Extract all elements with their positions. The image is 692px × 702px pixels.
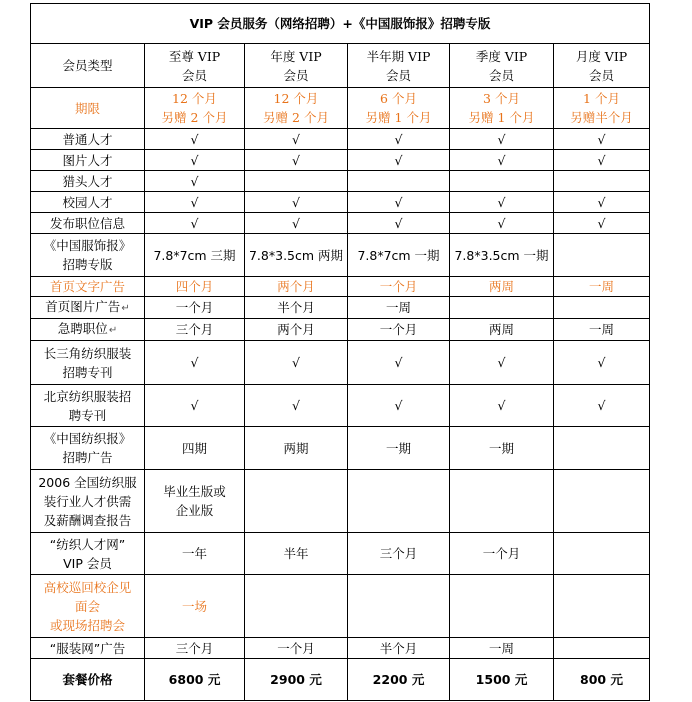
value-cell: 一年 <box>145 533 245 575</box>
value-cell: 四个月 <box>145 277 245 297</box>
table-row <box>31 213 650 234</box>
check-mark: √ <box>348 385 450 427</box>
value-cell: 一周 <box>348 297 450 319</box>
row-label: 2006 全国纺织服 装行业人才供需 及薪酬调查报告 <box>31 470 145 533</box>
empty-cell <box>245 470 348 533</box>
title-row <box>31 4 650 44</box>
table-row <box>31 638 650 659</box>
check-mark: √ <box>348 192 450 213</box>
check-mark: √ <box>145 192 245 213</box>
row-label: 猎头人才 <box>31 171 145 192</box>
empty-cell <box>245 575 348 638</box>
table-row <box>31 427 650 470</box>
row-label: 《中国服饰报》 招聘专版 <box>31 234 145 277</box>
paragraph-mark-icon: ↵ <box>121 303 130 314</box>
empty-cell <box>554 234 650 277</box>
row-label: 普通人才 <box>31 129 145 150</box>
period-cell: 12 个月 另赠 2 个月 <box>245 88 348 129</box>
table-row <box>31 533 650 575</box>
price-value: 800 元 <box>554 659 650 701</box>
value-cell: 7.8*3.5cm 两期 <box>245 234 348 277</box>
value-cell: 两个月 <box>245 277 348 297</box>
empty-cell <box>450 297 554 319</box>
row-label: 首页图片广告↵ <box>31 297 145 319</box>
check-mark: √ <box>245 192 348 213</box>
value-cell: 一周 <box>554 277 650 297</box>
tier-half-year: 半年期 VIP 会员 <box>348 44 450 88</box>
empty-cell <box>554 575 650 638</box>
value-cell: 四期 <box>145 427 245 470</box>
row-label: 校园人才 <box>31 192 145 213</box>
value-cell: 一期 <box>348 427 450 470</box>
empty-cell <box>554 427 650 470</box>
value-cell: 一个月 <box>245 638 348 659</box>
empty-cell <box>554 171 650 192</box>
table-row <box>31 234 650 277</box>
value-cell: 一个月 <box>145 297 245 319</box>
value-cell: 一个月 <box>348 277 450 297</box>
row-label: “服装网”广告 <box>31 638 145 659</box>
value-cell: 三个月 <box>145 638 245 659</box>
empty-cell <box>554 470 650 533</box>
value-cell: 两周 <box>450 319 554 341</box>
check-mark: √ <box>145 171 245 192</box>
check-mark: √ <box>450 192 554 213</box>
check-mark: √ <box>145 341 245 385</box>
row-label: 北京纺织服装招 聘专刊 <box>31 385 145 427</box>
check-mark: √ <box>145 129 245 150</box>
value-cell: 两个月 <box>245 319 348 341</box>
paragraph-mark-icon: ↵ <box>108 325 118 336</box>
empty-cell <box>450 575 554 638</box>
period-cell: 3 个月 另赠 1 个月 <box>450 88 554 129</box>
tier-supreme: 至尊 VIP 会员 <box>145 44 245 88</box>
value-cell: 半年 <box>245 533 348 575</box>
price-value: 6800 元 <box>145 659 245 701</box>
check-mark: √ <box>450 341 554 385</box>
check-mark: √ <box>145 385 245 427</box>
table-title: VIP 会员服务（网络招聘）+《中国服饰报》招聘专版 <box>31 4 650 44</box>
table-row <box>31 171 650 192</box>
value-cell: 半个月 <box>245 297 348 319</box>
price-row <box>31 659 650 701</box>
period-row <box>31 88 650 129</box>
check-mark: √ <box>145 213 245 234</box>
row-label: 图片人才 <box>31 150 145 171</box>
empty-cell <box>554 297 650 319</box>
check-mark: √ <box>450 129 554 150</box>
price-value: 1500 元 <box>450 659 554 701</box>
table-row <box>31 192 650 213</box>
check-mark: √ <box>450 213 554 234</box>
value-cell: 三个月 <box>348 533 450 575</box>
tier-monthly: 月度 VIP 会员 <box>554 44 650 88</box>
member-type-label: 会员类型 <box>31 44 145 88</box>
tier-quarterly: 季度 VIP 会员 <box>450 44 554 88</box>
period-label: 期限 <box>31 88 145 129</box>
row-label: 首页文字广告 <box>31 277 145 297</box>
table-row <box>31 319 650 341</box>
check-mark: √ <box>245 213 348 234</box>
check-mark: √ <box>245 150 348 171</box>
vip-package-table <box>30 3 650 701</box>
empty-cell <box>554 638 650 659</box>
value-cell: 一个月 <box>450 533 554 575</box>
value-cell: 一周 <box>554 319 650 341</box>
check-mark: √ <box>450 150 554 171</box>
row-label: 发布职位信息 <box>31 213 145 234</box>
empty-cell <box>348 575 450 638</box>
table-row <box>31 385 650 427</box>
header-row <box>31 44 650 88</box>
check-mark: √ <box>554 129 650 150</box>
table-row <box>31 150 650 171</box>
check-mark: √ <box>554 213 650 234</box>
tier-annual: 年度 VIP 会员 <box>245 44 348 88</box>
value-cell: 一个月 <box>348 319 450 341</box>
period-cell: 12 个月 另赠 2 个月 <box>145 88 245 129</box>
value-cell: 三个月 <box>145 319 245 341</box>
row-label: 急聘职位↵ <box>31 319 145 341</box>
check-mark: √ <box>554 385 650 427</box>
value-cell: 一场 <box>145 575 245 638</box>
price-value: 2900 元 <box>245 659 348 701</box>
check-mark: √ <box>348 213 450 234</box>
check-mark: √ <box>554 192 650 213</box>
empty-cell <box>348 171 450 192</box>
row-label: 高校巡回校企见 面会 或现场招聘会 <box>31 575 145 638</box>
table-row <box>31 129 650 150</box>
check-mark: √ <box>245 341 348 385</box>
check-mark: √ <box>348 150 450 171</box>
check-mark: √ <box>145 150 245 171</box>
row-label: 长三角纺织服装 招聘专刊 <box>31 341 145 385</box>
period-cell: 1 个月 另赠半个月 <box>554 88 650 129</box>
empty-cell <box>450 470 554 533</box>
check-mark: √ <box>348 129 450 150</box>
row-label: 《中国纺织报》 招聘广告 <box>31 427 145 470</box>
check-mark: √ <box>554 150 650 171</box>
empty-cell <box>554 533 650 575</box>
value-cell: 一周 <box>450 638 554 659</box>
value-cell: 半个月 <box>348 638 450 659</box>
table-row <box>31 575 650 638</box>
value-cell: 一期 <box>450 427 554 470</box>
value-cell: 7.8*7cm 三期 <box>145 234 245 277</box>
check-mark: √ <box>245 385 348 427</box>
table-row <box>31 277 650 297</box>
price-label: 套餐价格 <box>31 659 145 701</box>
value-cell: 7.8*7cm 一期 <box>348 234 450 277</box>
table-row <box>31 470 650 533</box>
value-cell: 7.8*3.5cm 一期 <box>450 234 554 277</box>
period-cell: 6 个月 另赠 1 个月 <box>348 88 450 129</box>
check-mark: √ <box>348 341 450 385</box>
check-mark: √ <box>554 341 650 385</box>
table-row <box>31 341 650 385</box>
table-row <box>31 297 650 319</box>
empty-cell <box>245 171 348 192</box>
row-label: “纺织人才网” VIP 会员 <box>31 533 145 575</box>
value-cell: 两周 <box>450 277 554 297</box>
check-mark: √ <box>450 385 554 427</box>
empty-cell <box>450 171 554 192</box>
value-cell: 两期 <box>245 427 348 470</box>
empty-cell <box>348 470 450 533</box>
check-mark: √ <box>245 129 348 150</box>
value-cell: 毕业生版或 企业版 <box>145 470 245 533</box>
price-value: 2200 元 <box>348 659 450 701</box>
